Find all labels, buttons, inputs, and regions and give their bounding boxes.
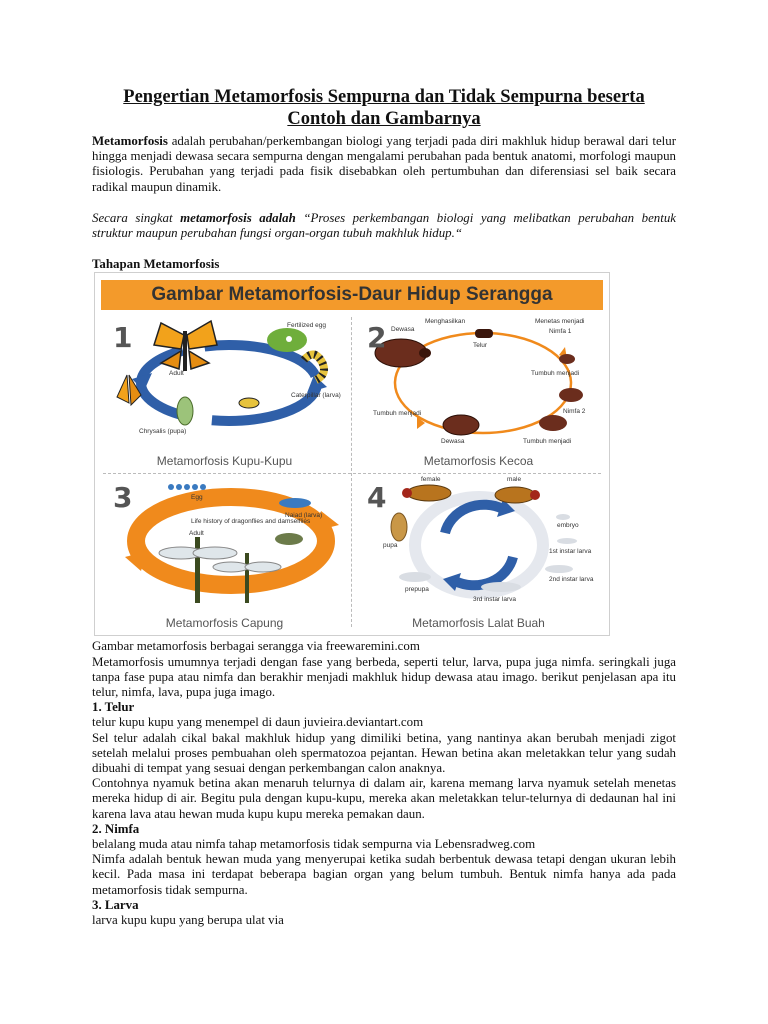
larva-leaf-icon [239,398,259,408]
cockroach-adult2-icon [443,415,479,435]
label-menghasilkan: Menghasilkan [425,318,466,326]
dragonfly-cycle-illustration [99,475,350,615]
telur-paragraph-2: Contohnya nyamuk betina akan menaruh telurnya di dalam air, karena memang larva nyamuk setelah menetas mereka hidup di air. Begitu pula dengan kupu-kupu, mereka akan meletakkan telur-telurnya di dedaunan hal ini karena lava atau hewan muda kupu kupu mereka pemakan daun. [92,776,676,821]
fruitfly-cycle-illustration [353,475,604,615]
panel-caption: Metamorfosis Kupu-Kupu [156,454,293,469]
intro-text: adalah perubahan/perkembangan biologi yang terjadi pada diri makhluk hidup berawal dari telur hingga menjadi dewasa secara sempurna dengan mengalami perubahan pada bentuk anatomi, morfologi maupun fisiologis. Perubahan yang terjadi pada fisik disebabkan oleh pertumbuhan dan diferensiasi sel baik secara radikal maupun dinamik. [92,134,676,194]
section-heading-larva: 3. Larva [92,897,139,912]
dragonfly-eggs-icon [168,484,206,490]
larva-caption: larva kupu kupu yang berupa ulat via [92,913,284,928]
fly-male-icon [495,487,540,503]
label-caterpillar: Caterpillar (larva) [291,392,341,400]
chrysalis-icon [177,397,193,425]
panel-butterfly [99,315,350,472]
panel-number: 4 [367,481,387,515]
figure-divider-horizontal [103,473,601,474]
fly-female-icon [402,485,451,501]
section-heading-nimfa: 2. Nimfa [92,821,140,836]
label-male: male [507,476,522,484]
label-egg: Egg [191,494,203,502]
panel-cockroach [353,315,604,472]
label-nimfa-1: Nimfa 1 [549,328,572,336]
summary-term: metamorfosis adalah [180,210,296,225]
panel-caption: Metamorfosis Capung [165,616,284,631]
cockroach-cycle-illustration [353,315,604,450]
label-telur: Telur [473,342,488,350]
telur-paragraph-1: Sel telur adalah cikal bakal makhluk hidup yang dimiliki betina, yang nantinya akan berubah menjadi zigot setelah melalui proses pembuahan oleh spermatozoa pejantan. Hewan betina akan meletakkan telur yang sudah dibuahi di tempat yang sesuai dengan perkembangan calon anaknya. [92,730,676,776]
leaf-egg-icon [267,328,307,352]
pupa-icon [391,513,407,541]
figure-banner: Gambar Metamorfosis-Daur Hidup Serangga [101,280,603,310]
nimfa-paragraph: Nimfa adalah bentuk hewan muda yang menyerupai ketika sudah berbentuk dewasa tetapi dengan ukuran lebih kecil. Pada masa ini terdapat beberapa bagian organ yang belum tumbuh. Bentuk nimfa hanya ada pada metamorfosis tidak sempurna. [92,852,676,897]
label-fertilized-egg: Fertilized egg [287,322,327,330]
figure-divider-vertical [351,317,352,627]
label-chrysalis: Chrysalis (pupa) [139,428,187,436]
intro-paragraph [92,134,676,195]
nimfa-caption: belalang muda atau nimfa tahap metamorfosis tidak sempurna via Lebensradweg.com [92,837,536,852]
page-title: Pengertian Metamorfosis Sempurna dan Tidak Sempurna beserta Contoh dan Gambarnya [123,87,645,129]
label-embryo: embryo [557,522,579,530]
document-page [92,86,676,928]
label-nimfa-2: Nimfa 2 [563,408,586,416]
label-pupa: pupa [383,542,398,550]
metamorphosis-figure [94,272,610,636]
spacer [92,241,676,257]
label-dewasa-2: Dewasa [441,438,465,446]
section-heading-tahapan: Tahapan Metamorfosis [92,257,220,272]
label-2nd-instar: 2nd instar larva [549,576,594,584]
label-tumbuh-2: Tumbuh menjadi [523,438,572,446]
panel-dragonfly [99,475,350,632]
butterfly-cycle-illustration [99,315,350,450]
figure-caption: Gambar metamorfosis berbagai serangga via freewaremini.com [92,639,420,654]
spacer [92,195,676,211]
label-tumbuh-3: Tumbuh menjadi [373,410,422,418]
general-paragraph: Metamorfosis umumnya terjadi dengan fase yang berbeda, seperti telur, larva, pupa juga nimfa. seringkali juga tanpa fase pupa atau nimfa dan berakhir menjadi makhluk hidup dewasa atau imago. berikut penjelasan apa itu telur, nimfa, lava, pupa juga imago. [92,654,676,700]
embryo-icon [556,514,570,520]
label-naiad: Naiad (larva) [285,512,323,520]
label-dewasa: Dewasa [391,326,415,334]
panel-caption: Metamorfosis Lalat Buah [412,616,545,631]
panel-number: 1 [113,321,133,355]
intro-term: Metamorfosis [92,134,168,148]
section-heading-telur: 1. Telur [92,700,135,715]
label-menetas: Menetas menjadi [535,318,585,326]
panel-fruitfly [353,475,604,632]
label-3rd-instar: 3rd instar larva [473,596,516,604]
nymph-icon [539,354,583,431]
label-prepupa: prepupa [405,586,429,594]
label-adult: Adult [169,370,184,378]
label-female: female [421,476,441,484]
panel-caption: Metamorfosis Kecoa [423,454,534,469]
label-tumbuh-1: Tumbuh menjadi [531,370,580,378]
summary-paragraph [92,211,676,241]
telur-caption: telur kupu kupu yang menempel di daun juvieira.deviantart.com [92,715,424,730]
butterfly-icon [154,321,217,371]
label-adult: Adult [189,530,204,538]
summary-quote: “Proses perkembangan biologi yang melibatkan perubahan bentuk struktur maupun perubahan fungsi organ-organ tubuh makhluk hidup.“ [92,210,676,241]
panel-number: 2 [367,321,387,355]
label-1st-instar: 1st instar larva [549,548,592,556]
label-life-history: Life history of dragonflies and damselflies [191,518,311,526]
summary-lead: Secara singkat [92,210,181,225]
egg-case-icon [475,329,493,338]
panel-number: 3 [113,481,133,515]
